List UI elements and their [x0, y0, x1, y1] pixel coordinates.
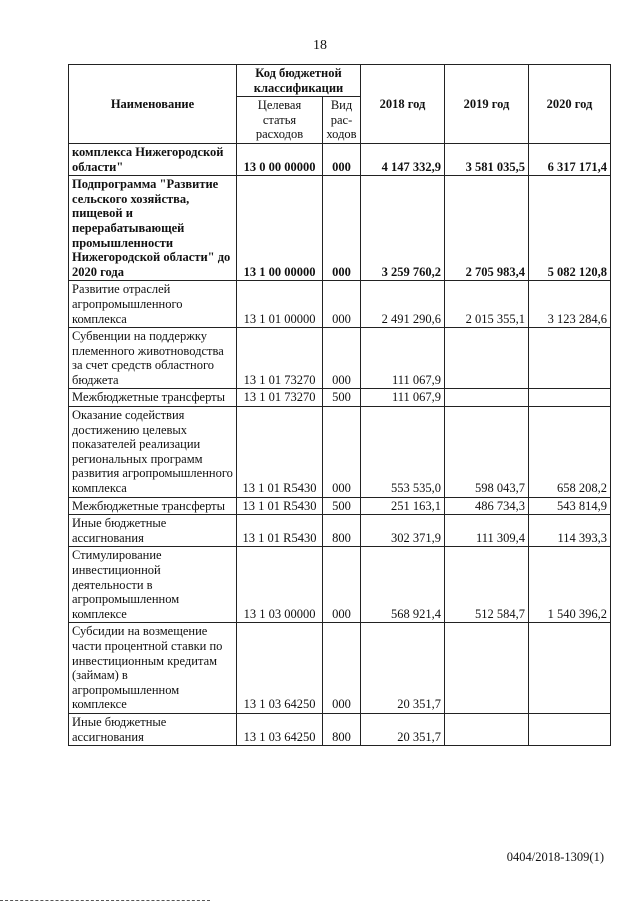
row-value-2018: 4 147 332,9	[361, 143, 445, 175]
row-value-2019: 2 705 983,4	[445, 176, 529, 281]
row-value-2019	[445, 389, 529, 407]
row-name: Иные бюджетные ассигнования	[69, 515, 237, 547]
row-expense-type: 000	[323, 281, 361, 328]
header-name: Наименование	[69, 65, 237, 144]
row-value-2018: 111 067,9	[361, 389, 445, 407]
row-value-2020: 5 082 120,8	[529, 176, 611, 281]
header-2020: 2020 год	[529, 65, 611, 144]
row-target-article: 13 1 03 00000	[237, 547, 323, 623]
row-value-2019: 486 734,3	[445, 497, 529, 515]
table-row	[69, 281, 611, 328]
table-header-row	[69, 65, 611, 97]
row-target-article: 13 1 03 64250	[237, 623, 323, 714]
table-row	[69, 143, 611, 175]
page-number: 18	[313, 38, 327, 53]
row-value-2018: 251 163,1	[361, 497, 445, 515]
row-name: Субвенции на поддержку племенного животноводства за счет средств областного бюджета	[69, 328, 237, 389]
row-value-2020	[529, 713, 611, 745]
row-expense-type: 000	[323, 143, 361, 175]
row-name: комплекса Нижегородской области"	[69, 143, 237, 175]
row-target-article: 13 1 01 R5430	[237, 515, 323, 547]
row-target-article: 13 1 01 00000	[237, 281, 323, 328]
row-value-2020	[529, 623, 611, 714]
row-name: Подпрограмма "Развитие сельского хозяйства, пищевой и перерабатывающей промышленности Нижегородской области" до 2020 года	[69, 176, 237, 281]
row-target-article: 13 0 00 00000	[237, 143, 323, 175]
table-row	[69, 547, 611, 623]
table-row	[69, 328, 611, 389]
header-expense-type: Вид рас-ходов	[323, 97, 361, 144]
row-expense-type: 500	[323, 497, 361, 515]
budget-table	[68, 64, 611, 746]
row-name: Развитие отраслей агропромышленного комплекса	[69, 281, 237, 328]
row-value-2018: 111 067,9	[361, 328, 445, 389]
row-value-2020: 658 208,2	[529, 407, 611, 498]
row-value-2019: 512 584,7	[445, 547, 529, 623]
table-row	[69, 176, 611, 281]
table-row	[69, 623, 611, 714]
row-target-article: 13 1 01 73270	[237, 328, 323, 389]
row-value-2019	[445, 623, 529, 714]
row-expense-type: 800	[323, 515, 361, 547]
row-expense-type: 000	[323, 176, 361, 281]
row-value-2019: 111 309,4	[445, 515, 529, 547]
table-row	[69, 407, 611, 498]
table-row	[69, 389, 611, 407]
row-value-2018: 20 351,7	[361, 713, 445, 745]
header-target-article: Целевая статья расходов	[237, 97, 323, 144]
row-value-2019	[445, 328, 529, 389]
row-value-2019: 2 015 355,1	[445, 281, 529, 328]
row-value-2020	[529, 328, 611, 389]
row-target-article: 13 1 00 00000	[237, 176, 323, 281]
row-value-2020: 6 317 171,4	[529, 143, 611, 175]
row-value-2019	[445, 713, 529, 745]
table-row	[69, 713, 611, 745]
row-name: Субсидии на возмещение части процентной ставки по инвестиционным кредитам (займам) в агропромышленном комплексе	[69, 623, 237, 714]
row-value-2020: 543 814,9	[529, 497, 611, 515]
row-value-2019: 3 581 035,5	[445, 143, 529, 175]
row-value-2018: 302 371,9	[361, 515, 445, 547]
row-value-2018: 553 535,0	[361, 407, 445, 498]
document-code: 0404/2018-1309(1)	[506, 850, 604, 864]
row-expense-type: 000	[323, 623, 361, 714]
row-expense-type: 000	[323, 407, 361, 498]
row-target-article: 13 1 03 64250	[237, 713, 323, 745]
row-name: Межбюджетные трансферты	[69, 497, 237, 515]
row-value-2020: 114 393,3	[529, 515, 611, 547]
scan-artifact-line	[0, 900, 210, 902]
row-target-article: 13 1 01 R5430	[237, 497, 323, 515]
row-expense-type: 500	[323, 389, 361, 407]
header-budget-code: Код бюджетной классификации	[237, 65, 361, 97]
table-row	[69, 497, 611, 515]
header-2018: 2018 год	[361, 65, 445, 144]
row-expense-type: 000	[323, 328, 361, 389]
row-value-2018: 3 259 760,2	[361, 176, 445, 281]
row-target-article: 13 1 01 73270	[237, 389, 323, 407]
row-name: Оказание содействия достижению целевых показателей реализации региональных программ развития агропромышленного комплекса	[69, 407, 237, 498]
table-body	[69, 143, 611, 745]
row-value-2019: 598 043,7	[445, 407, 529, 498]
row-value-2018: 2 491 290,6	[361, 281, 445, 328]
row-value-2020: 3 123 284,6	[529, 281, 611, 328]
row-expense-type: 000	[323, 547, 361, 623]
table-row	[69, 515, 611, 547]
row-name: Стимулирование инвестиционной деятельности в агропромышленном комплексе	[69, 547, 237, 623]
row-value-2018: 568 921,4	[361, 547, 445, 623]
row-value-2020: 1 540 396,2	[529, 547, 611, 623]
row-target-article: 13 1 01 R5430	[237, 407, 323, 498]
row-value-2018: 20 351,7	[361, 623, 445, 714]
row-expense-type: 800	[323, 713, 361, 745]
header-2019: 2019 год	[445, 65, 529, 144]
row-value-2020	[529, 389, 611, 407]
row-name: Иные бюджетные ассигнования	[69, 713, 237, 745]
row-name: Межбюджетные трансферты	[69, 389, 237, 407]
